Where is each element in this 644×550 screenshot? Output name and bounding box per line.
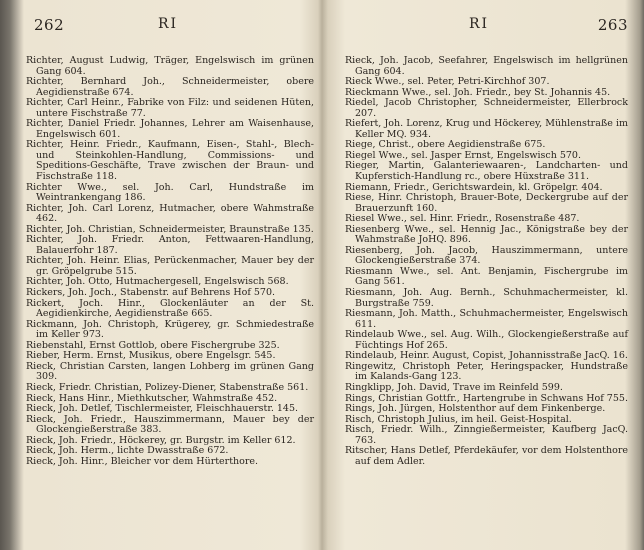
directory-entry: Richter, Joh. Heinr. Elias, Perückenmacher, Mauer bey der gr. Gröpelgrube 515.: [26, 255, 314, 277]
running-head: RI: [469, 16, 490, 32]
directory-entry: Rindelaub, Heinr. August, Copist, Johannisstraße JacQ. 16.: [345, 350, 628, 362]
directory-entry: Riesel Wwe., sel. Hinr. Friedr., Rosenstraße 487.: [345, 213, 580, 225]
directory-entry: Richter, Joh. Friedr. Anton, Fettwaaren-Handlung, Balauerfohr 187.: [26, 234, 314, 256]
directory-entry: Rieck, Joh. Jacob, Seefahrer, Engelswisch im hellgrünen Gang 604.: [345, 55, 628, 77]
directory-entry: Rieck, Joh. Detlef, Tischlermeister, Fleischhauerstr. 145.: [26, 403, 299, 415]
directory-entry: Rieber, Herm. Ernst, Musikus, obere Engelsgr. 545.: [26, 350, 276, 362]
directory-entry: Riesenberg Wwe., sel. Hennig Jac., Königstraße bey der Wahmstraße JoHQ. 896.: [345, 223, 628, 246]
directory-entry: Rieck, Friedr. Christian, Polizey-Diener, Stabenstraße 561.: [26, 381, 309, 393]
directory-entry: Riesmann Wwe., sel. Ant. Benjamin, Fischergrube im Gang 561.: [345, 265, 628, 288]
directory-entry: Riesenberg, Joh. Jacob, Hauszimmermann, untere Glockengießerstraße 374.: [345, 244, 628, 267]
directory-entry: Rickers, Joh. Joch., Stabenstr. auf Behrens Hof 570.: [26, 287, 276, 299]
page-number: 263: [597, 16, 628, 34]
page-header: [26, 16, 314, 38]
directory-entry: Rieckmann Wwe., sel. Joh. Friedr., bey St. Johannis 45.: [345, 86, 611, 98]
directory-entry: Rings, Joh. Jürgen, Holstenthor auf dem Finkenberge.: [345, 403, 606, 415]
directory-entry: Rieger, Martin, Galanteriewaaren-, Landcharten- und Kupferstich-Handlung rc., obere Hüxstraße 311.: [345, 160, 628, 183]
directory-entry: Rieck, Joh. Friedr., Höckerey, gr. Burgstr. im Keller 612.: [26, 434, 296, 446]
directory-entry: Richter, August Ludwig, Träger, Engelswisch im grünen Gang 604.: [26, 55, 314, 77]
directory-entry: Richter, Bernhard Joh., Schneidermeister, obere Aegidienstraße 674.: [26, 76, 314, 98]
directory-entry: Riesmann, Joh. Matth., Schuhmachermeister, Engelswisch 611.: [345, 308, 628, 330]
directory-entry: Richter, Heinr. Friedr., Kaufmann, Eisen-, Stahl-, Blech- und Steinkohlen-Handlung, Commissions- und Speditions-Geschäfte, Trave zwischen der Braun- und Fischstraße 118.: [26, 139, 314, 183]
directory-entry: Richter, Carl Heinr., Fabrike von Filz: und seidenen Hüten, untere Fischstraße 77.: [26, 97, 314, 119]
running-head: RI: [158, 16, 179, 32]
directory-entry: Ritscher, Hans Detlef, Pferdekäufer, vor dem Holstenthore auf dem Adler.: [345, 445, 628, 467]
directory-entry: Richter Wwe., sel. Joh. Carl, Hundstraße im Weintrankengang 186.: [26, 181, 314, 204]
directory-entry: Rickert, Joch. Hinr., Glockenläuter an der St. Aegidienkirche, Aegidienstraße 665.: [26, 297, 314, 320]
page-header: [345, 16, 628, 38]
directory-entry: Richter, Daniel Friedr. Johannes, Lehrer am Waisenhause, Engelswisch 601.: [26, 118, 314, 140]
directory-entry: Rieck, Joh. Friedr., Hauszimmermann, Mauer bey der Glockengießerstraße 383.: [26, 413, 314, 436]
directory-entry: Rindelaub Wwe., sel. Aug. Wilh., Glockengießerstraße auf Füchtings Hof 265.: [345, 329, 628, 351]
directory-entry: Riefert, Joh. Lorenz, Krug und Höckerey, Mühlenstraße im Keller MQ. 934.: [345, 118, 628, 140]
directory-entry: Riemann, Friedr., Gerichtswardein, kl. Gröpelgr. 404.: [345, 181, 603, 193]
right-page: [345, 16, 628, 467]
directory-entry: Riese, Hinr. Christoph, Brauer-Bote, Deckergrube auf der Brauerzunft 160.: [345, 192, 628, 214]
directory-entry: Rieck, Joh. Herm., lichte Dwasstraße 672.: [26, 445, 229, 457]
directory-entry: Ringewitz, Christoph Peter, Heringspacker, Hundstraße im Kalands-Gang 123.: [345, 360, 628, 383]
directory-entry: Rings, Christian Gottfr., Hartengrube in Schwans Hof 755.: [345, 392, 628, 404]
directory-entry: Ringklipp, Joh. David, Trave im Reinfeld 599.: [345, 381, 563, 393]
directory-entry: Rieck, Joh. Hinr., Bleicher vor dem Hürterthore.: [26, 455, 259, 467]
directory-entry: Risch, Friedr. Wilh., Zinngießermeister, Kaufberg JacQ. 763.: [345, 424, 628, 446]
directory-entry: Riege, Christ., obere Aegidienstraße 675.: [345, 139, 546, 151]
directory-entry: Rieck, Christian Carsten, langen Lohberg im grünen Gang 309.: [26, 360, 314, 383]
entry-list: [345, 56, 628, 467]
directory-entry: Riegel Wwe., sel. Jasper Ernst, Engelswisch 570.: [345, 149, 581, 161]
directory-entry: Rickmann, Joh. Christoph, Krügerey, gr. Schmiedestraße im Keller 973.: [26, 318, 314, 341]
directory-entry: Rieck Wwe., sel. Peter, Petri-Kirchhof 307.: [345, 76, 550, 88]
directory-entry: Rieck, Hans Hinr., Miethkutscher, Wahmstraße 452.: [26, 392, 278, 404]
directory-entry: Richter, Joh. Carl Lorenz, Hutmacher, obere Wahmstraße 462.: [26, 202, 314, 225]
left-page: [26, 16, 314, 467]
directory-entry: Riesmann, Joh. Aug. Bernh., Schuhmachermeister, kl. Burgstraße 759.: [345, 287, 628, 309]
directory-entry: Risch, Christoph Julius, im heil. Geist-Hospital.: [345, 413, 572, 425]
directory-entry: Riebenstahl, Ernst Gottlob, obere Fischergrube 325.: [26, 339, 280, 351]
page-number: 262: [34, 16, 65, 34]
entry-list: [26, 56, 314, 467]
directory-entry: Riedel, Jacob Christopher, Schneidermeister, Ellerbrock 207.: [345, 97, 628, 119]
directory-entry: Richter, Joh. Otto, Hutmachergesell, Engelswisch 568.: [26, 276, 289, 288]
directory-entry: Richter, Joh. Christian, Schneidermeister, Braunstraße 135.: [26, 223, 314, 235]
